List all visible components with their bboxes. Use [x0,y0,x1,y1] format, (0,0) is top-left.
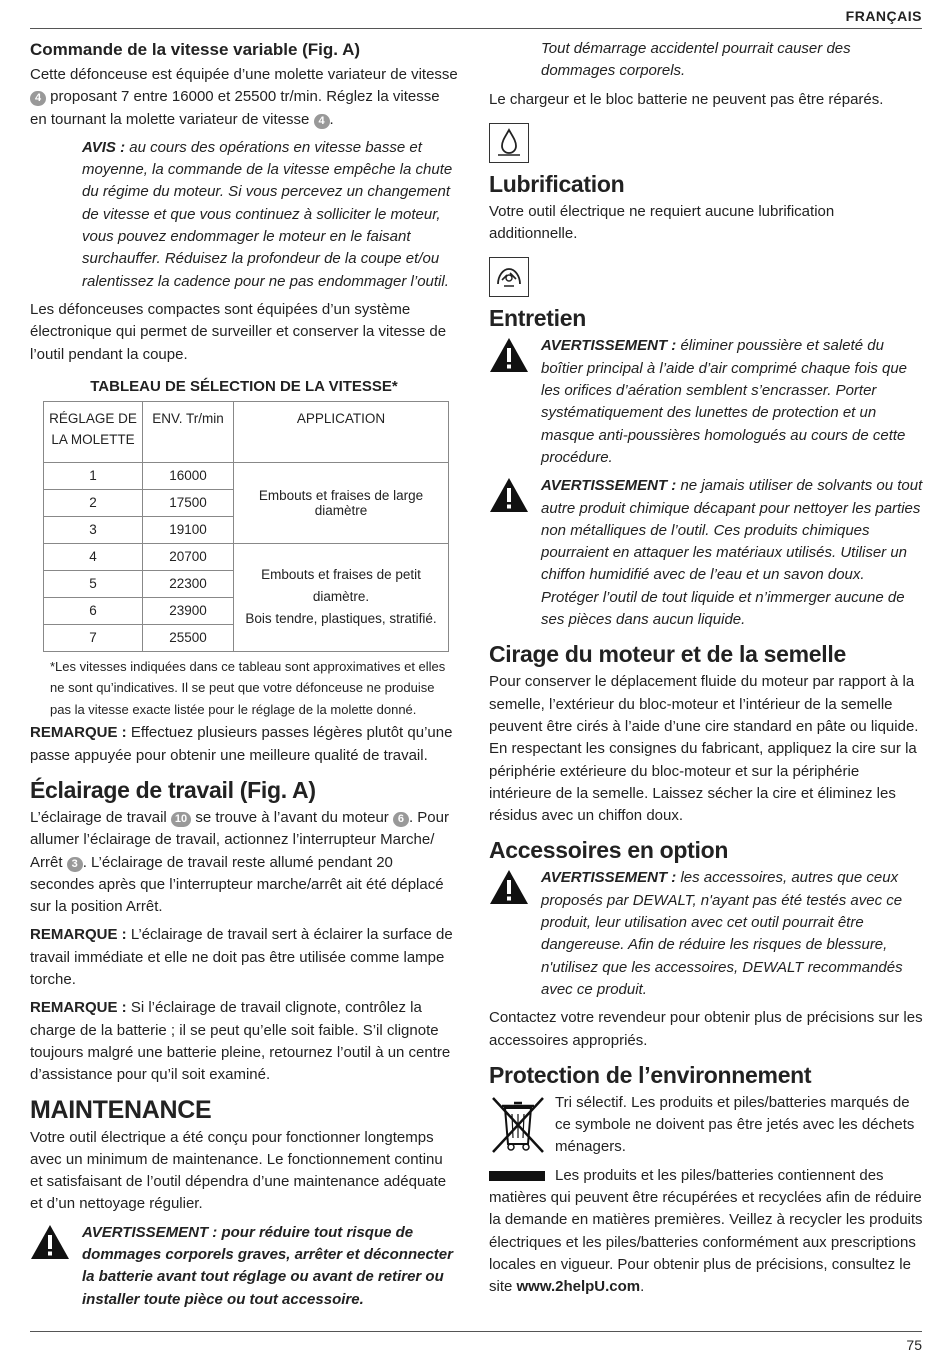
right-column [489,38,923,1304]
header-rule [30,28,922,29]
entretien-warning-solvents [489,475,923,631]
table-cell: 5 [44,570,143,597]
warning-icon [30,1224,70,1260]
table-header: RÉGLAGE DE LA MOLETTE [44,401,143,462]
accidental-start-text: Tout démarrage accidentel pourrait causer des dommages corporels. [541,40,851,80]
table-cell: 25500 [143,624,234,651]
text-span: . [640,1278,645,1296]
callout-badge: 4 [314,114,330,129]
cirage-paragraph: Pour conserver le déplacement fluide du moteur par rapport à la semelle, l’extérieur du bloc-moteur et l’intérieur de la semelle peuvent être cirés à l’aide d’une cire standard en pâte ou liquide. En respectant les consignes du fabricant, appliquez la cire sur la périphérie extérieure du bloc-moteur et sur la périphérie intérieure de la semelle. Laissez sécher la cire et éliminez les résidus avec un chiffon doux. [489,673,919,825]
warning-label: AVERTISSEMENT : [541,477,677,495]
table-cell: 4 [44,543,143,570]
remarque-blink [30,997,458,1086]
remarque-label: REMARQUE : [30,724,127,742]
table-cell: 23900 [143,597,234,624]
table-header: ENV. Tr/min [143,401,234,462]
avis-text: au cours des opérations en vitesse basse et moyenne, la commande de la vitesse empêche la chute du régime du moteur. Si vous percevez un changement de vitesse et que vous continuez à solliciter le moteur, vous pouvez endommager le moteur en le faisant surchauffer. Réduisez la profondeur de la coupe et/ou ralentissez la cadence pour ne pas endommager l’outil. [82,138,453,290]
warning-text [541,335,923,469]
warning-label: AVERTISSEMENT : [541,337,677,355]
text-span: L’éclairage de travail [30,808,171,826]
callout-badge: 3 [67,857,83,872]
lubrication-paragraph: Votre outil électrique ne requiert aucune lubrification additionnelle. [489,202,835,243]
callout-badge: 4 [30,91,46,106]
table-cell: 20700 [143,543,234,570]
callout-badge: 10 [171,812,191,827]
footer-rule [30,1331,922,1332]
entretien-warning-air [489,335,923,469]
website-link[interactable]: www.2helpU.com [516,1278,641,1296]
avis-label: AVIS : [82,138,126,156]
speed-paragraph [30,64,458,131]
light-heading: Éclairage de travail (Fig. A) [30,776,316,803]
remarque-text: L’éclairage de travail sert à éclairer la surface de travail immédiate et elle ne doit pas être utilisée comme lampe torche. [30,926,453,989]
text-span: proposant 7 entre 16000 et 25500 tr/min. Réglez la vitesse en tournant la molette variateur de vitesse [30,88,440,128]
remarque-passes [30,722,458,767]
avis-note [82,137,458,293]
text-span: les accessoires, autres que ceux proposés par DEWALT, n'ayant pas été testés avec ce produit, leur utilisation avec cet outil pourrait être dangereuse. Afin de réduire les risques de blessure, n'utilisez que les accessoires, DEWALT recommandés avec ce produit. [541,869,903,998]
remarque-text: Effectuez plusieurs passes légères plutôt qu’une passe appuyée pour obtenir une meilleure qualité de travail. [30,724,453,764]
table-cell: 6 [44,597,143,624]
environment-heading: Protection de l’environnement [489,1061,812,1088]
table-cell: 17500 [143,489,234,516]
charger-paragraph: Le chargeur et le bloc batterie ne peuvent pas être réparés. [489,90,884,108]
cirage-heading: Cirage du moteur et de la semelle [489,641,846,668]
text-span: Les produits et les piles/batteries contiennent des matières qui peuvent être récupérées et recyclées afin de réduire la demande en matières premières. Veillez à recycler les produits électriques et les piles/batteries conformément aux prescriptions locales en vigueur. Pour obtenir plus de précisions, consultez le site [489,1166,923,1296]
warning-text: AVERTISSEMENT : pour réduire tout risque de dommages corporels graves, arrêter et déconnecter la batterie avant tout réglage ou avant de retirer ou installer toute pièce ou tout accessoire. [82,1223,453,1308]
maintenance-icon [489,257,529,297]
left-column [30,38,458,1317]
text-span: Embouts et fraises de petit diamètre. [261,567,421,605]
text-span: se trouve à l’avant du moteur [191,808,393,826]
crossed-bin-icon [489,1094,547,1156]
text-span: Bois tendre, plastiques, stratifié. [245,611,437,627]
accessories-paragraph: Contactez votre revendeur pour obtenir plus de précisions sur les accessoires appropriés. [489,1009,923,1049]
environment-paragraph-2 [489,1165,923,1299]
lubrication-icon [489,123,529,163]
remarque-label: REMARQUE : [30,999,127,1017]
remarque-label: REMARQUE : [30,926,127,944]
table-header-row [44,401,449,462]
table-cell: 7 [44,624,143,651]
speed-heading: Commande de la vitesse variable (Fig. A) [30,40,361,59]
language-label: FRANÇAIS [845,8,922,24]
table-row [44,462,449,489]
table-footnote: *Les vitesses indiquées dans ce tableau sont approximatives et elles ne sont qu’indicatives. Il se peut que votre défonceuse ne produise pas la vitesse exacte listée pour le réglage de la molette donné. [50,658,446,717]
table-header: APPLICATION [234,401,449,462]
compact-paragraph: Les défonceuses compactes sont équipées d’un système électronique qui permet de surveiller et conserver la vitesse de l’outil pendant la coupe. [30,300,447,363]
text-span: . Pour allumer l’éclairage de travail, actionnez l’interrupteur Marche/ Arrêt [30,808,449,871]
text-span: . [329,110,334,128]
environment-block [489,1092,923,1159]
table-cell: 3 [44,516,143,543]
accessories-heading: Accessoires en option [489,837,729,864]
table-cell: 2 [44,489,143,516]
table-cell: 22300 [143,570,234,597]
maintenance-heading: MAINTENANCE [30,1095,212,1124]
warning-text [541,867,923,1001]
environment-paragraph-1: Tri sélectif. Les produits et piles/batteries marqués de ce symbole ne doivent pas être jetés avec les déchets ménagers. [555,1093,915,1156]
page-number: 75 [906,1337,922,1353]
maintenance-paragraph: Votre outil électrique a été conçu pour fonctionner longtemps avec un minimum de maintenance. Le fonctionnement continu et satisfaisant de l’outil dépendra d’une maintenance adéquate et d’un nettoyage régulier. [30,1128,447,1213]
table-row [44,543,449,570]
light-paragraph [30,807,458,918]
warning-label: AVERTISSEMENT : [541,869,677,887]
oil-drop-icon [490,124,528,162]
table-cell: 1 [44,462,143,489]
remarque-light [30,924,458,991]
callout-badge: 6 [393,812,409,827]
text-span: . L’éclairage de travail reste allumé pendant 20 secondes après que l’interrupteur marche/arrêt ait été déplacé sur la position Arrêt. [30,853,444,916]
maintenance-warning [30,1222,458,1311]
table-cell: 19100 [143,516,234,543]
text-span: ne jamais utiliser de solvants ou tout autre produit chimique décapant pour nettoyer les parties non métalliques de l’outil. Ces produits chimiques pourraient en attaquer les matériaux utilisés. Utiliser un chiffon humidifié avec de l’eau et un savon doux. Protéger l’outil de tout liquide et n’immerger aucune de ses pièces dans aucun liquide. [541,477,923,629]
accessories-warning [489,867,923,1001]
speed-table [43,401,449,652]
lubrication-heading: Lubrification [489,170,625,197]
table-cell: 16000 [143,462,234,489]
entretien-heading: Entretien [489,305,586,332]
speed-table-title: TABLEAU DE SÉLECTION DE LA VITESSE* [90,377,398,395]
text-span: éliminer poussière et saleté du boîtier principal à l’aide d’air comprimé chaque fois que les orifices d’aération semblent s’encrasser. Porter systématiquement des lunettes de protection et un masque anti-poussières homologués au cours de cette procédure. [541,337,908,466]
table-cell: Embouts et fraises de large diamètre [234,462,449,543]
remarque-text: Si l’éclairage de travail clignote, contrôlez la charge de la batterie ; il se peut qu’elle soit faible. S’il clignote toujours malgré une batterie pleine, retournez l’outil à un centre d’assistance pour qu’il soit examiné. [30,999,451,1084]
warning-icon [489,869,529,905]
black-bar-marker [489,1171,545,1181]
warning-icon [489,477,529,513]
table-cell [234,543,449,651]
warning-text [541,475,923,631]
warning-icon [489,337,529,373]
text-span: Cette défonceuse est équipée d’une molette variateur de vitesse [30,66,458,83]
cleaning-hands-icon [490,258,528,296]
